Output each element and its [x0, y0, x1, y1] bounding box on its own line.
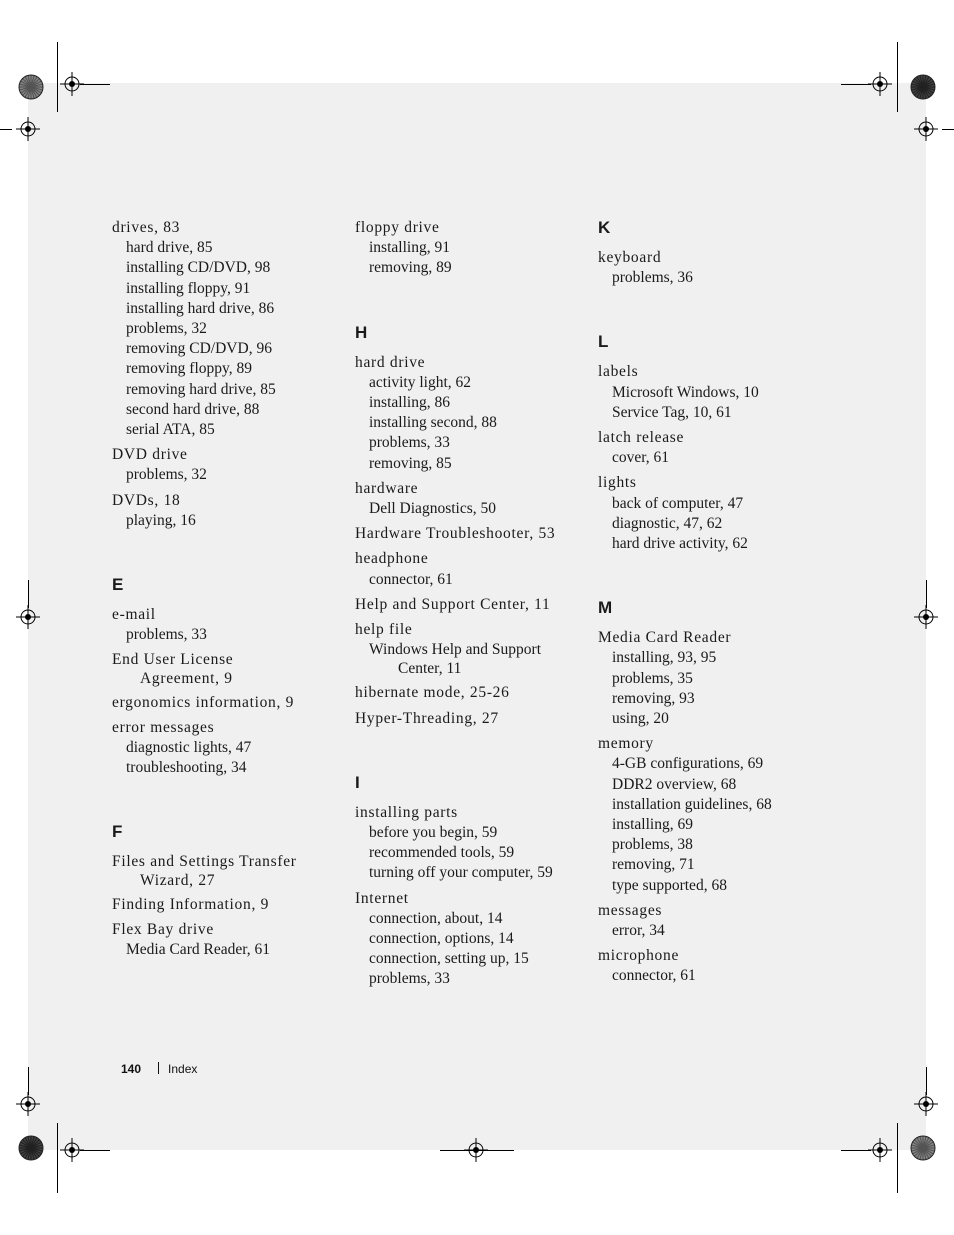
page-number: 140 [121, 1062, 142, 1076]
index-subentry: removing floppy, 89 [126, 360, 252, 378]
index-section [112, 575, 344, 778]
index-entry [112, 650, 344, 687]
footer-section-title: Index [168, 1062, 198, 1076]
crop-mark-line [57, 1123, 58, 1193]
crop-mark-line [897, 42, 898, 112]
index-entry [355, 353, 587, 474]
index-subentry: removing CD/DVD, 96 [126, 340, 272, 358]
registration-crosshair-icon [914, 605, 938, 629]
index-term-continuation: Wizard, 27 [140, 871, 216, 889]
index-term: floppy drive [355, 219, 440, 236]
crop-mark-line [80, 1150, 110, 1151]
footer-divider [158, 1062, 159, 1074]
index-entry [355, 620, 587, 678]
section-letter-heading: I [355, 772, 360, 792]
index-section [355, 218, 587, 279]
index-subentry: Service Tag, 10, 61 [612, 403, 732, 421]
index-subentry: connector, 61 [369, 570, 453, 588]
index-subentry: hard drive activity, 62 [612, 535, 748, 553]
index-subentry: installing hard drive, 86 [126, 299, 275, 317]
index-entry [112, 718, 344, 779]
index-entry [355, 524, 587, 544]
registration-crosshair-icon [914, 1092, 938, 1116]
color-registration-rosette-icon [18, 74, 44, 100]
index-section [355, 323, 587, 729]
color-registration-rosette-icon [910, 74, 936, 100]
index-term: labels [598, 363, 639, 381]
crop-mark-line [841, 84, 871, 85]
index-subentry: type supported, 68 [612, 876, 727, 894]
index-term: ergonomics information, 9 [112, 693, 295, 711]
crop-mark-line [28, 1067, 29, 1095]
index-section [112, 218, 344, 531]
index-entry [598, 734, 830, 896]
index-term: keyboard [598, 249, 662, 266]
index-term: DVDs, 18 [112, 491, 181, 509]
index-subentry: problems, 38 [612, 836, 693, 854]
index-subentry: using, 20 [612, 710, 669, 728]
index-subentry: Dell Diagnostics, 50 [369, 500, 496, 518]
registration-crosshair-icon [16, 117, 40, 141]
index-subentry: Microsoft Windows, 10 [612, 383, 759, 401]
page-footer [121, 1062, 197, 1076]
index-term: drives, 83 [112, 219, 181, 236]
index-subentry: serial ATA, 85 [126, 421, 215, 439]
index-section [355, 773, 587, 990]
index-term: headphone [355, 550, 429, 568]
registration-crosshair-icon [868, 1138, 892, 1162]
index-entry [355, 889, 587, 990]
index-subentry: installing, 86 [369, 394, 450, 412]
index-term: latch release [598, 429, 685, 447]
index-term: microphone [598, 947, 680, 965]
index-column-3 [598, 218, 830, 992]
index-subentry: turning off your computer, 59 [369, 864, 553, 882]
section-letter-heading: E [112, 575, 124, 595]
index-entry [598, 946, 830, 986]
registration-crosshair-icon [16, 605, 40, 629]
index-entry [112, 693, 344, 713]
index-subentry: back of computer, 47 [612, 494, 744, 512]
index-entry [355, 803, 587, 884]
index-entry [598, 362, 830, 423]
crop-mark-line [926, 1067, 927, 1095]
index-term: Flex Bay drive [112, 920, 214, 938]
index-column-2 [355, 218, 587, 995]
registration-crosshair-icon [16, 1092, 40, 1116]
index-subentry: before you begin, 59 [369, 824, 498, 842]
index-term: Hardware Troubleshooter, 53 [355, 525, 556, 543]
section-letter-heading: M [598, 598, 613, 618]
index-subentry: connection, about, 14 [369, 909, 503, 927]
crop-mark-line [80, 84, 110, 85]
index-subentry: second hard drive, 88 [126, 400, 260, 418]
index-section [598, 218, 830, 288]
index-subentry: removing, 93 [612, 689, 695, 707]
index-entry [598, 901, 830, 941]
index-subentry: removing, 85 [369, 454, 452, 472]
color-registration-rosette-icon [18, 1135, 44, 1161]
index-term: Media Card Reader [598, 629, 732, 647]
index-subentry: installing, 91 [369, 239, 450, 257]
registration-crosshair-icon [914, 117, 938, 141]
crop-mark-line [897, 1123, 898, 1193]
index-subentry: hard drive, 85 [126, 239, 213, 257]
index-entry [112, 491, 344, 531]
index-entry [112, 852, 344, 889]
index-term: DVD drive [112, 446, 188, 464]
index-entry [112, 605, 344, 645]
index-term: End User License [112, 651, 234, 669]
crop-mark-line [28, 580, 29, 608]
index-entry [598, 248, 830, 288]
index-entry [355, 683, 587, 703]
index-subentry: activity light, 62 [369, 373, 472, 391]
index-entry [355, 595, 587, 615]
index-subentry: error, 34 [612, 922, 665, 940]
index-subentry: problems, 32 [126, 466, 207, 484]
index-entry [598, 428, 830, 468]
index-subentry: 4-GB configurations, 69 [612, 755, 764, 773]
index-subentry: connection, options, 14 [369, 930, 514, 948]
index-subentry: problems, 36 [612, 269, 693, 287]
section-letter-heading: H [355, 322, 368, 342]
index-term: e-mail [112, 606, 156, 624]
color-registration-rosette-icon [910, 1135, 936, 1161]
section-letter-heading: F [112, 822, 123, 842]
index-subentry: installing second, 88 [369, 414, 497, 432]
index-entry [355, 709, 587, 729]
index-term: help file [355, 621, 413, 639]
index-subentry: connector, 61 [612, 967, 696, 985]
crop-mark-line [57, 42, 58, 112]
index-term: installing parts [355, 803, 458, 821]
registration-crosshair-icon [868, 72, 892, 96]
index-term: Help and Support Center, 11 [355, 595, 551, 613]
crop-mark-line [0, 129, 12, 130]
index-subentry: problems, 35 [612, 669, 693, 687]
index-entry [112, 445, 344, 485]
index-entry [355, 479, 587, 519]
index-subentry: installing, 93, 95 [612, 649, 717, 667]
index-entry [355, 549, 587, 589]
index-term: hard drive [355, 353, 426, 371]
index-term: Internet [355, 889, 409, 907]
index-term: messages [598, 901, 663, 919]
crop-mark-line [841, 1150, 871, 1151]
index-subentry: diagnostic lights, 47 [126, 739, 252, 757]
index-term: lights [598, 474, 637, 492]
section-letter-heading: K [598, 218, 611, 237]
index-subentry: Media Card Reader, 61 [126, 941, 270, 959]
index-term: Finding Information, 9 [112, 895, 270, 913]
index-term: error messages [112, 718, 215, 736]
index-subentry: removing hard drive, 85 [126, 380, 276, 398]
index-subentry: problems, 33 [369, 434, 450, 452]
index-subentry: problems, 33 [369, 970, 450, 988]
index-subentry: Windows Help and Support [369, 641, 542, 659]
index-subentry: installing CD/DVD, 98 [126, 259, 271, 277]
index-entry [112, 218, 344, 440]
index-subentry: connection, setting up, 15 [369, 950, 529, 968]
index-entry [112, 920, 344, 960]
index-subentry: removing, 71 [612, 856, 695, 874]
index-subentry: removing, 89 [369, 259, 452, 277]
index-term-continuation: Agreement, 9 [140, 669, 233, 687]
index-subentry: diagnostic, 47, 62 [612, 514, 723, 532]
index-term: hardware [355, 479, 419, 497]
index-section [598, 598, 830, 986]
index-entry [598, 628, 830, 729]
index-subentry: troubleshooting, 34 [126, 759, 247, 777]
index-subentry: cover, 61 [612, 449, 670, 467]
index-section [598, 332, 830, 554]
index-subentry: installing floppy, 91 [126, 279, 251, 297]
index-entry [598, 473, 830, 554]
index-entry [112, 895, 344, 915]
index-term: hibernate mode, 25-26 [355, 684, 510, 702]
crop-mark-line [926, 580, 927, 608]
crop-mark-line [942, 129, 954, 130]
index-subentry: playing, 16 [126, 511, 196, 529]
crop-mark-line [440, 1150, 514, 1151]
index-subentry: recommended tools, 59 [369, 844, 515, 862]
index-subentry: problems, 33 [126, 626, 207, 644]
index-subentry: installation guidelines, 68 [612, 795, 772, 813]
index-entry [355, 218, 587, 279]
index-subentry: problems, 32 [126, 320, 207, 338]
index-term: Hyper-Threading, 27 [355, 709, 499, 727]
index-subentry: Center, 11 [398, 660, 462, 678]
index-subentry: installing, 69 [612, 816, 693, 834]
index-section [112, 822, 344, 960]
index-term: Files and Settings Transfer [112, 853, 297, 871]
index-column-1 [112, 218, 344, 965]
index-subentry: DDR2 overview, 68 [612, 775, 737, 793]
index-term: memory [598, 735, 654, 753]
section-letter-heading: L [598, 332, 609, 352]
